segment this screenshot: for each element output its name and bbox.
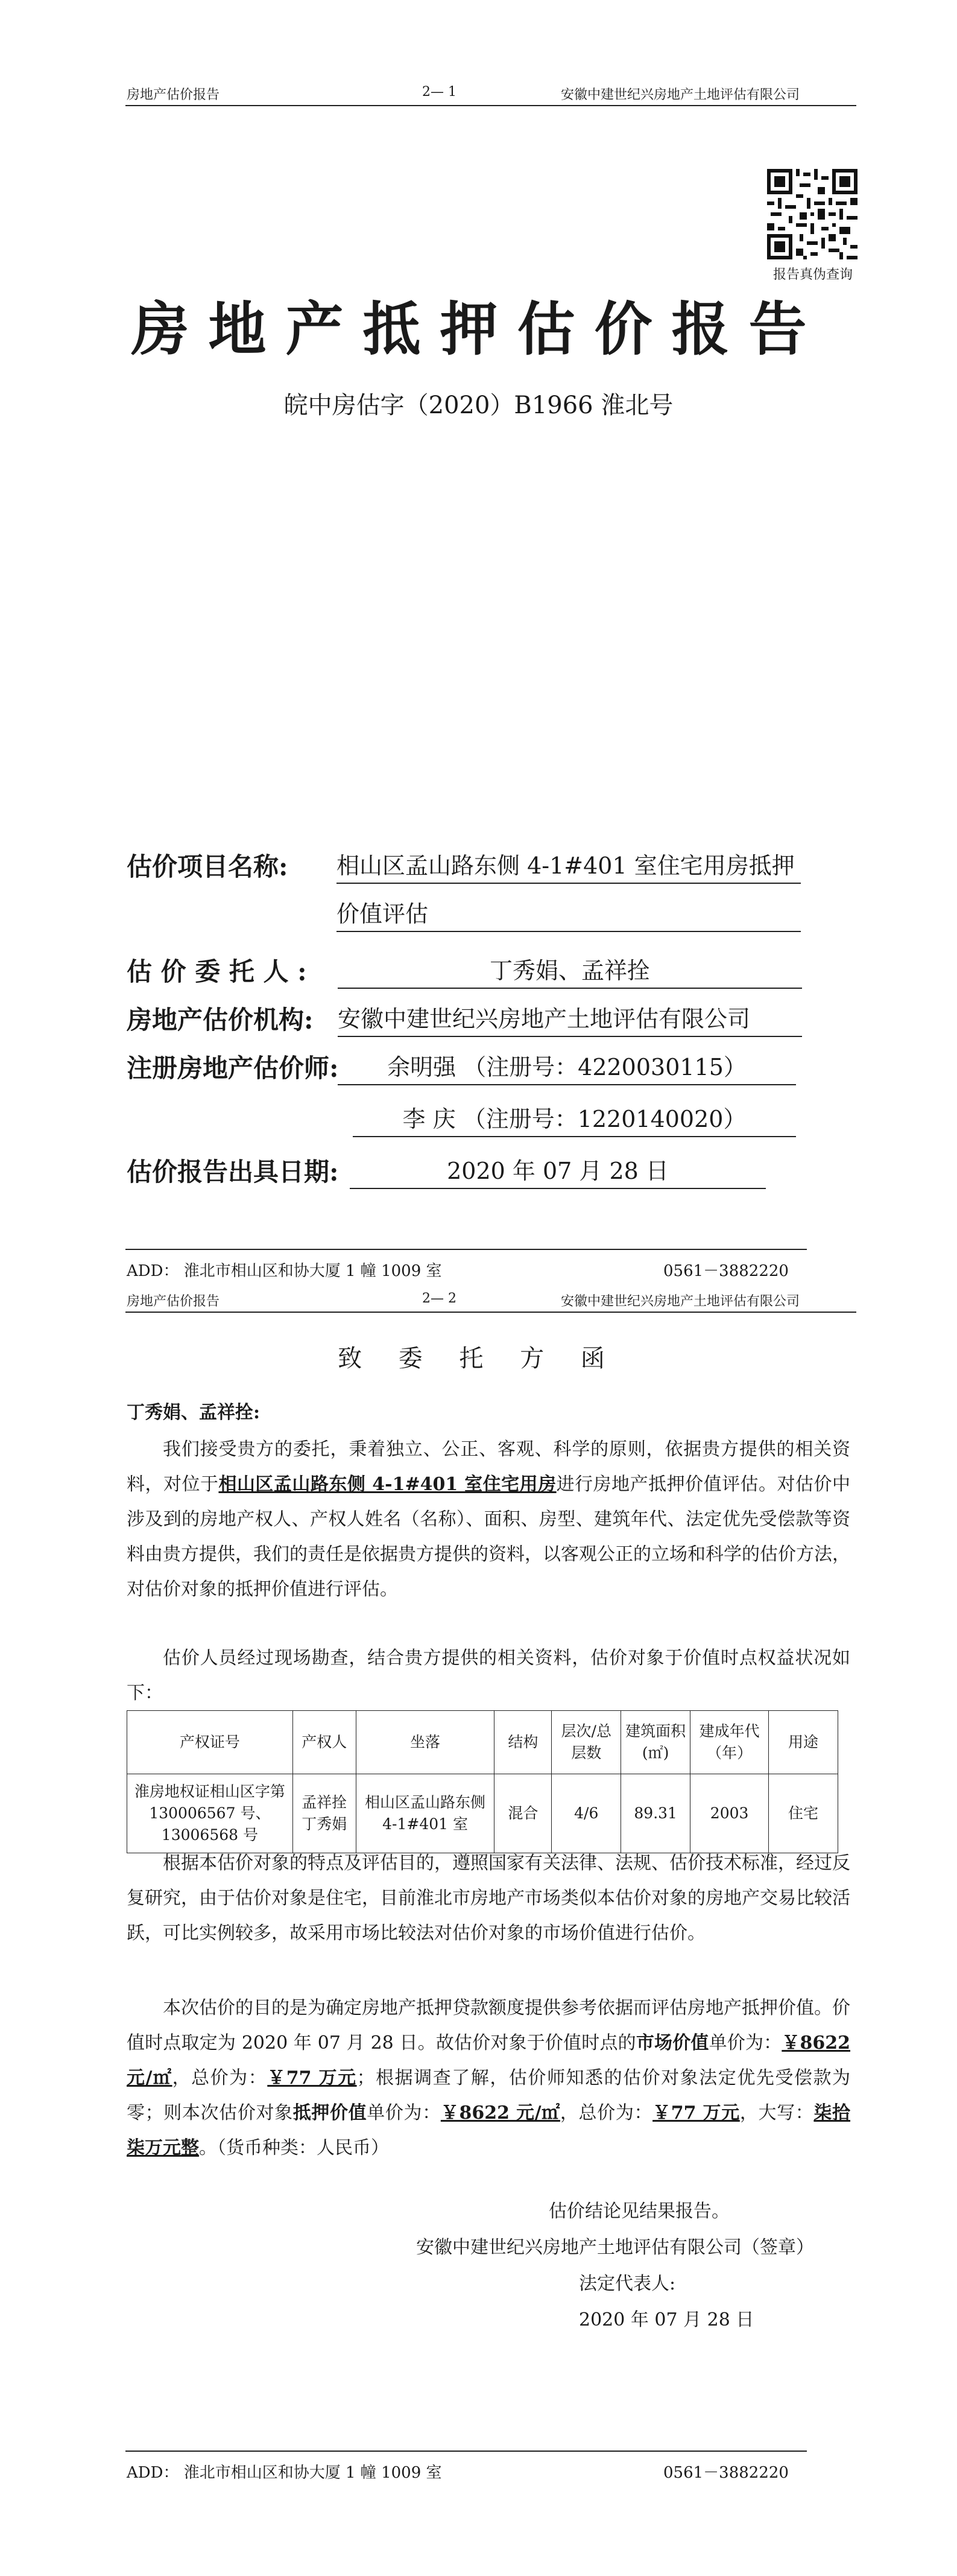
table-header-cell: 用途	[769, 1711, 838, 1774]
table-header-cell: 坐落	[356, 1711, 494, 1774]
market-total-price: ￥77 万元	[267, 2067, 357, 2089]
market-value-label: 市场价值	[636, 2032, 709, 2054]
amount-in-words: 柒拾柒万元整	[127, 2102, 851, 2159]
table-header-cell: 建成年代（年）	[690, 1711, 769, 1774]
closing-date: 2020 年 07 月 28 日	[579, 2309, 754, 2330]
table-cell: 混合	[494, 1774, 552, 1853]
footer-phone: 0561－3882220	[663, 1262, 789, 1280]
p4-text: 单价为：	[367, 2102, 441, 2124]
property-address: 相山区孟山路东侧 4-1#401 室住宅用房	[218, 1474, 557, 1495]
table-header-cell: 层次/总层数	[552, 1711, 621, 1774]
table-cell: 住宅	[769, 1774, 838, 1853]
table-cell: 2003	[690, 1774, 769, 1853]
p1-text-a: 我们接受贵方的委托，秉着独立、公正、客观、科学的原则，依据贵方提供的相关资料，对位于	[127, 1439, 850, 1495]
p4-text: ，总价为：	[172, 2067, 268, 2089]
p4-text: 。（货币种类：人民币）	[199, 2137, 389, 2159]
market-unit-price: ￥8622 元/㎡	[127, 2032, 851, 2089]
p4-text: 单价为：	[709, 2032, 782, 2054]
paragraph-method: 根据本估价对象的特点及评估目的，遵照国家有关法律、法规、估价技术标准，经过反复研究，由于估价对象是住宅，目前淮北市房地产市场类似本估价对象的房地产交易比较活跃，可比实例较多，故采用市场比较法对估价对象的市场价值进行估价。	[127, 1853, 850, 1944]
table-header-row	[127, 1711, 838, 1774]
table-cell: 淮房地权证相山区字第 130006567 号、13006568 号	[127, 1774, 293, 1853]
paragraph-valuation	[127, 1991, 850, 2166]
footer-rule	[125, 2451, 807, 2452]
project-label: 估价项目名称:	[127, 852, 288, 881]
closing-company: 安徽中建世纪兴房地产土地评估有限公司（签章）	[416, 2237, 814, 2258]
mortgage-total-price: ￥77 万元	[652, 2102, 740, 2124]
header-page-number: 2— 1	[422, 84, 456, 100]
header-left: 房地产估价报告	[127, 87, 220, 103]
closing-representative: 法定代表人:	[579, 2273, 676, 2294]
table-cell: 4/6	[552, 1774, 621, 1853]
mortgage-value-label: 抵押价值	[292, 2102, 367, 2124]
mortgage-unit-price: ￥8622 元/㎡	[440, 2102, 560, 2124]
header-page-number: 2— 2	[422, 1291, 456, 1306]
paragraph-commission	[127, 1432, 850, 1607]
closing-conclusion: 估价结论见结果报告。	[549, 2201, 730, 2222]
qr-caption: 报告真伪查询	[772, 267, 853, 282]
report-title: 房地产抵押估价报告	[131, 295, 826, 363]
header-company: 安徽中建世纪兴房地产土地评估有限公司	[561, 1294, 800, 1309]
agency-value: 安徽中建世纪兴房地产土地评估有限公司	[338, 1000, 802, 1037]
client-label: 估 价 委 托 人 :	[127, 957, 307, 986]
letter-title: 致 委 托 方 函	[338, 1345, 619, 1372]
date-value: 2020 年 07 月 28 日	[350, 1152, 766, 1189]
report-number: 皖中房估字（2020）B1966 淮北号	[283, 392, 674, 419]
client-value: 丁秀娟、孟祥拴	[338, 952, 802, 989]
salutation: 丁秀娟、孟祥拴:	[127, 1402, 261, 1423]
p4-text: ，大写：	[739, 2102, 814, 2124]
table-cell: 89.31	[621, 1774, 690, 1853]
date-label: 估价报告出具日期:	[127, 1157, 339, 1187]
p4-text: 本次估价的目的是为确定房地产抵押贷款额度提供参考依据而评估房地产抵押价值。价值时点取定为 2020 年 07 月 28 日。故估价对象于价值时点的	[127, 1997, 850, 2054]
footer-rule	[125, 1249, 807, 1250]
footer-address: ADD： 淮北市相山区和协大厦 1 幢 1009 室	[127, 2464, 442, 2482]
appraiser-1: 余明强 （注册号：4220030115）	[338, 1048, 796, 1085]
appraiser-label: 注册房地产估价师:	[127, 1053, 339, 1083]
table-header-cell: 产权人	[292, 1711, 356, 1774]
footer-address: ADD： 淮北市相山区和协大厦 1 幢 1009 室	[127, 1262, 442, 1280]
p1-text-c: 进行房地产抵押价值评估。对估价中涉及到的房地产权人、产权人姓名（名称）、面积、房型、建筑年代、法定优先受偿款等资料由贵方提供，我们的责任是依据贵方提供的资料，以客观公正的立场和科学的估价方法，对估价对象的抵押价值进行评估。	[127, 1474, 851, 1600]
paragraph-survey: 估价人员经过现场勘查，结合贵方提供的相关资料，估价对象于价值时点权益状况如下：	[127, 1648, 850, 1704]
agency-label: 房地产估价机构:	[127, 1005, 314, 1035]
header-company: 安徽中建世纪兴房地产土地评估有限公司	[561, 87, 800, 103]
table-header-cell: 建筑面积(㎡)	[621, 1711, 690, 1774]
p4-text: ，总价为：	[560, 2102, 653, 2124]
table-header-cell: 产权证号	[127, 1711, 293, 1774]
property-table	[127, 1710, 838, 1853]
table-cell: 相山区孟山路东侧 4-1#401 室	[356, 1774, 494, 1853]
header-rule	[125, 1312, 856, 1313]
table-cell: 孟祥拴 丁秀娟	[292, 1774, 356, 1853]
appraiser-2: 李 庆 （注册号：1220140020）	[353, 1100, 796, 1137]
qr-code-icon	[767, 169, 858, 259]
table-row	[127, 1774, 838, 1853]
project-value-line2: 价值评估	[336, 895, 801, 932]
header-left: 房地产估价报告	[127, 1294, 220, 1309]
p4-text: ；根据调查了解，估价师知悉的估价对象法定优先受偿款为零；则本次估价对象	[127, 2067, 851, 2124]
header-rule	[125, 105, 856, 106]
project-value-line1: 相山区孟山路东侧 4-1#401 室住宅用房抵押	[336, 847, 801, 884]
table-header-cell: 结构	[494, 1711, 552, 1774]
footer-phone: 0561－3882220	[663, 2464, 789, 2482]
